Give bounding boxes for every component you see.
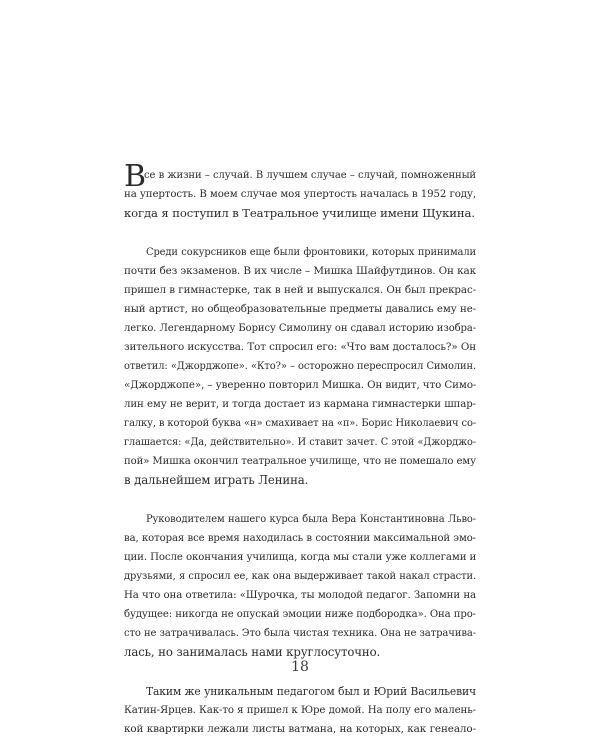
text-line: пришел в гимнастерке, так в ней и выпускался. Он был прекрас- — [124, 284, 476, 296]
paragraph-2 — [124, 243, 476, 490]
text-line: ный артист, но общеобразовательные предметы давались ему не- — [124, 304, 476, 315]
text-line: се в жизни – случай. В лучшем случае – случай, помноженный — [144, 170, 476, 181]
text-line: пой» Мишка окончил театральное училище, что не помешало ему — [124, 456, 476, 467]
text-line: галку, в которой буква «н» смахивает на «п». Борис Николаевич со- — [124, 418, 477, 429]
text-line: зительного искусства. Тот спросил его: «Что вам досталось?» Он — [124, 341, 476, 353]
text-line: ответил: «Джорджопе». «Кто?» – осторожно переспросил Симолин. — [124, 361, 476, 372]
text-line: на упертость. В моем случае моя упертость началась в 1952 году, — [124, 189, 476, 200]
text-line: Среди сокурсников еще были фронтовики, которых принимали — [146, 247, 476, 258]
text-line: сто не затрачивалась. Это была чистая техника. Она не затрачива- — [124, 628, 476, 639]
text-line: ва, которая все время находилась в состоянии максимальной эмо- — [124, 533, 476, 544]
text-line: в дальнейшем играть Ленина. — [124, 473, 309, 487]
text-line: Руководителем нашего курса была Вера Константиновна Льво- — [146, 514, 476, 525]
paragraph-1 — [124, 166, 476, 223]
text-line: почти без экзаменов. В их числе – Мишка Шайфутдинов. Он как — [124, 265, 476, 277]
text-line: легко. Легендарному Борису Симолину он сдавал историю изобра- — [124, 323, 476, 334]
text-line: будущее: никогда не опускай эмоции ниже подбородка». Она про- — [124, 609, 476, 620]
page-body-text — [124, 166, 476, 739]
text-line: лин ему не верит, и тогда достает из кармана гимнастерки шпар- — [124, 399, 476, 410]
text-line: глашается: «Да, действительно». И ставит зачет. С этой «Джорджо- — [124, 437, 476, 448]
drop-cap-letter: В — [124, 159, 147, 194]
paragraph-4 — [124, 682, 476, 739]
page-number: 18 — [291, 659, 309, 675]
text-line: «Джорджопе», – уверенно повторил Мишка. Он видит, что Симо- — [124, 379, 477, 391]
text-line: ции. После окончания училища, когда мы стали уже коллегами и — [124, 552, 477, 563]
text-line: лась, но занималась нами круглосуточно. — [124, 645, 381, 659]
text-line: друзьями, я спросил ее, как она выдерживает такой накал страсти. — [124, 571, 476, 582]
text-line: На что она ответила: «Шурочка, ты молодой педагог. Запомни на — [124, 590, 476, 601]
text-line: Катин-Ярцев. Как-то я пришел к Юре домой. На полу его малень- — [124, 705, 476, 716]
paragraph-3 — [124, 510, 476, 662]
text-line: кой квартирки лежали листы ватмана, на которых, как генеало- — [124, 723, 476, 735]
text-line: когда я поступил в Театральное училище имени Щукина. — [124, 206, 475, 220]
text-line: Таким же уникальным педагогом был и Юрий Васильевич — [146, 685, 476, 698]
